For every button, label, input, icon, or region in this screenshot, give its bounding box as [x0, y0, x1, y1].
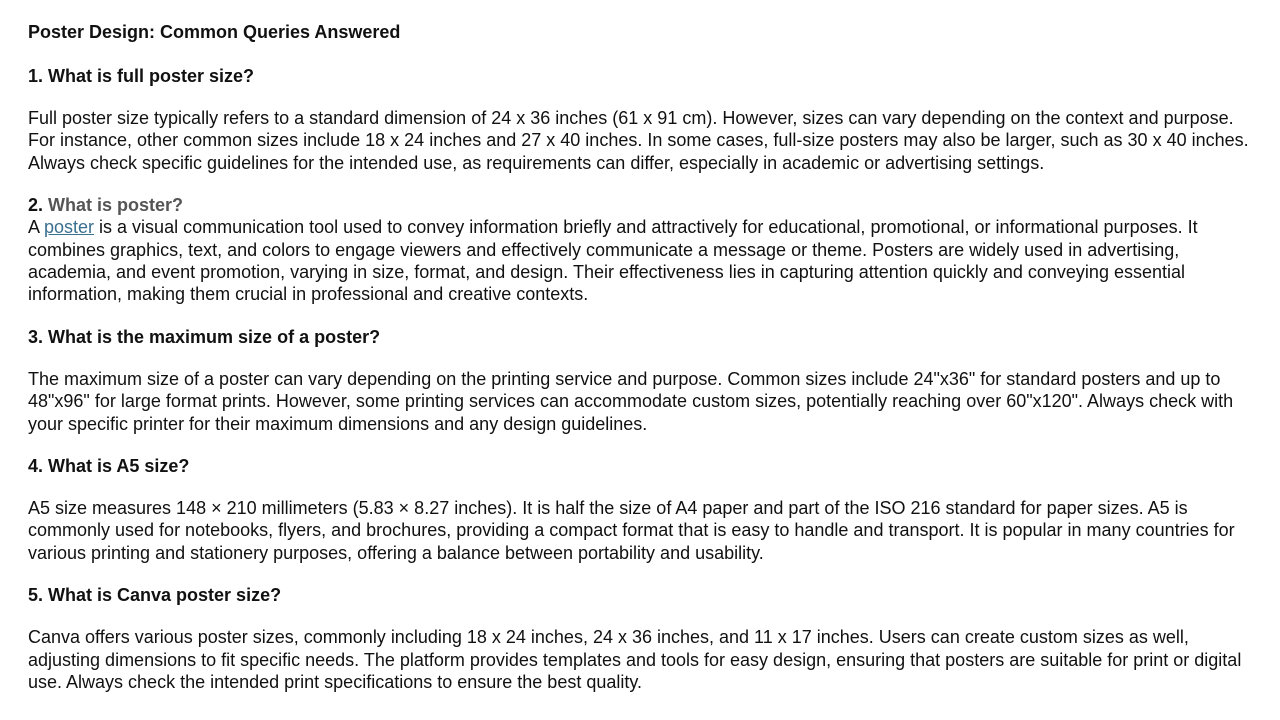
question-number: 2. [28, 195, 44, 216]
faq-section-1 [28, 65, 1252, 174]
question-text: What is poster? [48, 195, 184, 216]
faq-section-2 [28, 194, 1252, 306]
question-heading: 3. What is the maximum size of a poster? [28, 326, 381, 347]
faq-section-4 [28, 455, 1252, 564]
question-heading: 1. What is full poster size? [28, 66, 255, 86]
answer-paragraph: A5 size measures 148 × 210 millimeters (5.83 × 8.27 inches). It is half the size of A4 paper and part of the ISO 216 standard for paper sizes. A5 is commonly used for notebooks, flyers, and brochures, providing a compact format that is easy to handle and transport. It is popular in many countries for various printing and stationery purposes, offering a balance between portability and usability. [28, 498, 1235, 563]
answer-paragraph: The maximum size of a poster can vary depending on the printing service and purpose. Common sizes include 24"x36" for standard posters and up to 48"x96" for large format prints. However, some printing services can accommodate custom sizes, potentially reaching over 60"x120". Always check with your specific printer for their maximum dimensions and any design guidelines. [28, 368, 1234, 434]
question-heading: 5. What is Canva poster size? [28, 585, 282, 606]
faq-section-3 [28, 326, 1252, 435]
answer-rest: is a visual communication tool used to convey information briefly and attractively for educational, promotional, or informational purposes. It combines graphics, text, and colors to engage viewers and effectively communicate a message or theme. Posters are widely used in advertising, academia, and event promotion, varying in size, format, and design. Their effectiveness lies in capturing attention quickly and conveying essential information, making them crucial in professional and creative contexts. [28, 217, 1198, 305]
answer-paragraph: Canva offers various poster sizes, commonly including 18 x 24 inches, 24 x 36 inches, and 11 x 17 inches. Users can create custom sizes as well, adjusting dimensions to fit specific needs. The platform provides templates and tools for easy design, ensuring that posters are suitable for print or digital use. Always check the intended print specifications to ensure the best quality. [28, 627, 1242, 693]
question-heading [28, 194, 1252, 216]
question-heading: 4. What is A5 size? [28, 456, 190, 477]
answer-paragraph [28, 216, 1256, 306]
faq-section-5 [28, 584, 1252, 693]
page-title: Poster Design: Common Queries Answered [28, 22, 401, 42]
answer-prefix: A [28, 217, 45, 238]
poster-link[interactable]: poster [44, 217, 95, 238]
answer-paragraph: Full poster size typically refers to a standard dimension of 24 x 36 inches (61 x 91 cm). However, sizes can vary depending on the context and purpose. For instance, other common sizes include 18 x 24 inches and 27 x 40 inches. In some cases, full-size posters may also be larger, such as 30 x 40 inches. Always check specific guidelines for the intended use, as requirements can differ, especially in academic or advertising settings. [28, 108, 1249, 173]
